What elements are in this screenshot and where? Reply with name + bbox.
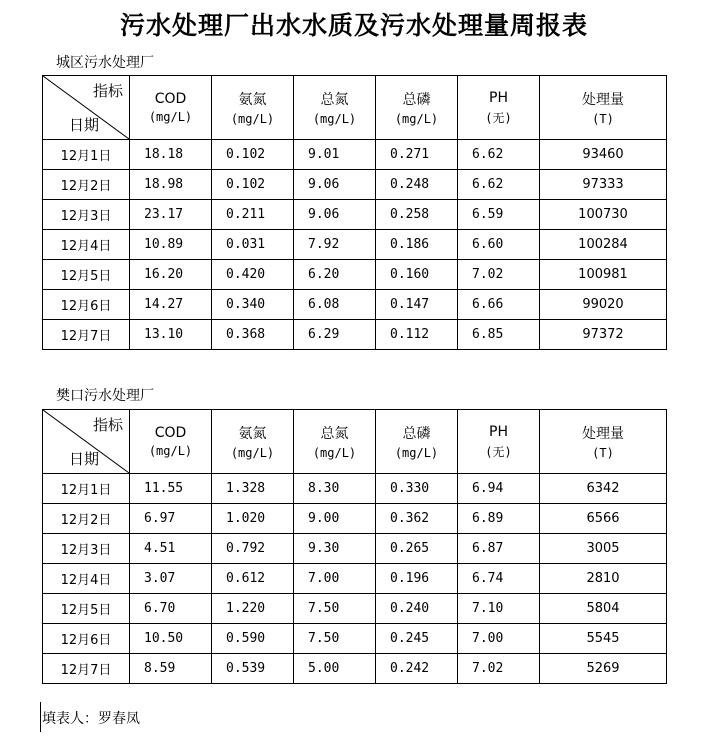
date-cell: 12月1日 [43, 140, 130, 170]
header-corner-cell [43, 76, 130, 140]
date-cell: 12月6日 [43, 290, 130, 320]
date-cell: 12月1日 [43, 474, 130, 504]
ph-cell: 7.00 [458, 624, 540, 654]
form-filler-text: 填表人：罗春凤 [42, 711, 140, 727]
ph-cell: 6.74 [458, 564, 540, 594]
header-indicator-label: 指标 [92, 416, 123, 434]
total-nitrogen-cell: 9.06 [294, 170, 376, 200]
cod-cell: 3.07 [130, 564, 212, 594]
cursor-bar [40, 702, 41, 732]
total-phosphorus-cell: 0.245 [376, 624, 458, 654]
total-phosphorus-cell: 0.240 [376, 594, 458, 624]
total-phosphorus-cell: 0.147 [376, 290, 458, 320]
table-row [43, 320, 667, 350]
table-row [43, 140, 667, 170]
ammonia-cell: 0.102 [212, 140, 294, 170]
date-cell: 12月7日 [43, 320, 130, 350]
total-phosphorus-cell: 0.362 [376, 504, 458, 534]
total-nitrogen-cell: 8.30 [294, 474, 376, 504]
header-cod: COD (mg/L) [130, 410, 212, 474]
date-cell: 12月3日 [43, 200, 130, 230]
header-date-label: 日期 [69, 450, 100, 468]
treatment-volume-cell: 97372 [540, 320, 667, 350]
total-phosphorus-cell: 0.112 [376, 320, 458, 350]
treatment-volume-cell: 3005 [540, 534, 667, 564]
total-phosphorus-cell: 0.160 [376, 260, 458, 290]
date-cell: 12月3日 [43, 534, 130, 564]
header-corner-cell [43, 410, 130, 474]
total-nitrogen-cell: 6.29 [294, 320, 376, 350]
cod-cell: 23.17 [130, 200, 212, 230]
ph-cell: 6.85 [458, 320, 540, 350]
table-row [43, 654, 667, 684]
ammonia-cell: 0.590 [212, 624, 294, 654]
total-nitrogen-cell: 5.00 [294, 654, 376, 684]
ph-cell: 7.10 [458, 594, 540, 624]
cod-cell: 4.51 [130, 534, 212, 564]
header-treatment-volume: 处理量 (T) [540, 410, 667, 474]
ammonia-cell: 0.420 [212, 260, 294, 290]
total-nitrogen-cell: 9.06 [294, 200, 376, 230]
ammonia-cell: 1.328 [212, 474, 294, 504]
ammonia-cell: 0.211 [212, 200, 294, 230]
header-total-phosphorus: 总磷 (mg/L) [376, 76, 458, 140]
header-date-label: 日期 [69, 116, 100, 134]
treatment-volume-cell: 99020 [540, 290, 667, 320]
header-total-nitrogen: 总氮 (mg/L) [294, 410, 376, 474]
ph-cell: 6.60 [458, 230, 540, 260]
date-cell: 12月5日 [43, 260, 130, 290]
total-phosphorus-cell: 0.186 [376, 230, 458, 260]
date-cell: 12月2日 [43, 504, 130, 534]
total-nitrogen-cell: 7.50 [294, 624, 376, 654]
total-phosphorus-cell: 0.330 [376, 474, 458, 504]
treatment-volume-cell: 5269 [540, 654, 667, 684]
total-nitrogen-cell: 7.50 [294, 594, 376, 624]
ammonia-cell: 0.102 [212, 170, 294, 200]
treatment-volume-cell: 93460 [540, 140, 667, 170]
header-cod: COD (mg/L) [130, 76, 212, 140]
water-quality-table-fankou [42, 409, 667, 684]
header-indicator-label: 指标 [92, 82, 123, 100]
date-cell: 12月2日 [43, 170, 130, 200]
header-total-phosphorus: 总磷 (mg/L) [376, 410, 458, 474]
treatment-volume-cell: 100981 [540, 260, 667, 290]
total-phosphorus-cell: 0.248 [376, 170, 458, 200]
table-row [43, 260, 667, 290]
header-ph: PH (无) [458, 76, 540, 140]
form-filler [42, 708, 140, 728]
header-ammonia: 氨氮 (mg/L) [212, 76, 294, 140]
cod-cell: 14.27 [130, 290, 212, 320]
treatment-volume-cell: 6566 [540, 504, 667, 534]
ph-cell: 7.02 [458, 654, 540, 684]
total-nitrogen-cell: 9.01 [294, 140, 376, 170]
header-total-nitrogen: 总氮 (mg/L) [294, 76, 376, 140]
ph-cell: 6.62 [458, 170, 540, 200]
table-row [43, 474, 667, 504]
date-cell: 12月4日 [43, 230, 130, 260]
total-phosphorus-cell: 0.196 [376, 564, 458, 594]
header-treatment-volume: 处理量 (T) [540, 76, 667, 140]
total-phosphorus-cell: 0.271 [376, 140, 458, 170]
header-ph: PH (无) [458, 410, 540, 474]
cod-cell: 18.18 [130, 140, 212, 170]
total-nitrogen-cell: 7.00 [294, 564, 376, 594]
treatment-volume-cell: 6342 [540, 474, 667, 504]
ph-cell: 7.02 [458, 260, 540, 290]
ammonia-cell: 0.340 [212, 290, 294, 320]
cod-cell: 6.70 [130, 594, 212, 624]
ammonia-cell: 0.368 [212, 320, 294, 350]
treatment-volume-cell: 100284 [540, 230, 667, 260]
total-nitrogen-cell: 6.08 [294, 290, 376, 320]
total-phosphorus-cell: 0.265 [376, 534, 458, 564]
ammonia-cell: 1.220 [212, 594, 294, 624]
treatment-volume-cell: 100730 [540, 200, 667, 230]
cod-cell: 18.98 [130, 170, 212, 200]
ammonia-cell: 0.031 [212, 230, 294, 260]
total-nitrogen-cell: 7.92 [294, 230, 376, 260]
ph-cell: 6.62 [458, 140, 540, 170]
table-row [43, 564, 667, 594]
total-nitrogen-cell: 9.00 [294, 504, 376, 534]
table-row [43, 534, 667, 564]
header-ammonia: 氨氮 (mg/L) [212, 410, 294, 474]
date-cell: 12月5日 [43, 594, 130, 624]
ammonia-cell: 1.020 [212, 504, 294, 534]
table-row [43, 290, 667, 320]
report-title: 污水处理厂出水水质及污水处理量周报表 [119, 11, 588, 40]
plant-name-chengqu: 城区污水处理厂 [56, 55, 154, 71]
plant-name-fankou: 樊口污水处理厂 [56, 388, 154, 404]
ph-cell: 6.66 [458, 290, 540, 320]
treatment-volume-cell: 5545 [540, 624, 667, 654]
date-cell: 12月4日 [43, 564, 130, 594]
total-nitrogen-cell: 6.20 [294, 260, 376, 290]
cod-cell: 10.89 [130, 230, 212, 260]
table-row [43, 594, 667, 624]
ph-cell: 6.59 [458, 200, 540, 230]
ammonia-cell: 0.539 [212, 654, 294, 684]
ph-cell: 6.87 [458, 534, 540, 564]
ammonia-cell: 0.612 [212, 564, 294, 594]
date-cell: 12月7日 [43, 654, 130, 684]
ph-cell: 6.94 [458, 474, 540, 504]
date-cell: 12月6日 [43, 624, 130, 654]
total-phosphorus-cell: 0.258 [376, 200, 458, 230]
table-row [43, 624, 667, 654]
cod-cell: 13.10 [130, 320, 212, 350]
water-quality-table-chengqu [42, 75, 667, 350]
table-row [43, 230, 667, 260]
treatment-volume-cell: 2810 [540, 564, 667, 594]
treatment-volume-cell: 97333 [540, 170, 667, 200]
cod-cell: 6.97 [130, 504, 212, 534]
ph-cell: 6.89 [458, 504, 540, 534]
total-phosphorus-cell: 0.242 [376, 654, 458, 684]
treatment-volume-cell: 5804 [540, 594, 667, 624]
table-row [43, 200, 667, 230]
cod-cell: 11.55 [130, 474, 212, 504]
table-row [43, 170, 667, 200]
cod-cell: 10.50 [130, 624, 212, 654]
table-row [43, 504, 667, 534]
total-nitrogen-cell: 9.30 [294, 534, 376, 564]
cod-cell: 16.20 [130, 260, 212, 290]
cod-cell: 8.59 [130, 654, 212, 684]
ammonia-cell: 0.792 [212, 534, 294, 564]
